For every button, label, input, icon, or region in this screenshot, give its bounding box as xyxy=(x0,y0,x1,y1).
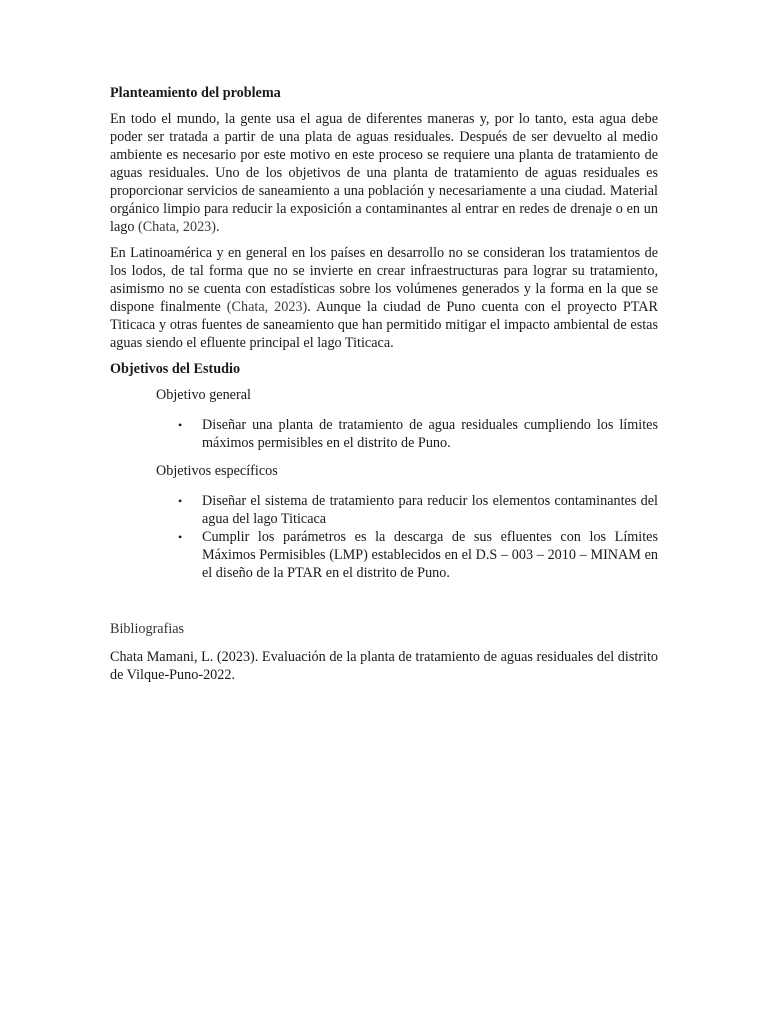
general-objective-label: Objetivo general xyxy=(156,387,251,403)
specific-objectives-label: Objetivos específicos xyxy=(156,463,278,479)
list-item xyxy=(178,492,658,528)
problem-paragraph-1-end: . xyxy=(216,219,220,235)
bullet-icon: • xyxy=(178,530,183,544)
document-page xyxy=(110,84,658,692)
problem-paragraph-2-text: En Latinoamérica y en general en los países en desarrollo no se consideran los tratamientos de los lodos, de tal forma que no se invierte en crear infraestructuras para lograr su tratamiento, asimismo no se cuenta con estadísticas sobre los volúmenes generados y la forma en la que se dispone finalmente xyxy=(110,245,658,315)
list-item-text: Diseñar el sistema de tratamiento para reducir los elementos contaminantes del agua del lago Titicaca xyxy=(202,493,658,527)
section-spacer xyxy=(110,592,658,620)
problem-paragraph-2-end: . Aunque la ciudad de Puno cuenta con el proyecto PTAR Titicaca y otras fuentes de saneamiento que han permitido mitigar el impacto ambiental de estas aguas siendo el efluente principal el lago Titicaca. xyxy=(110,299,659,351)
list-item-text: Diseñar una planta de tratamiento de agua residuales cumpliendo los límites máximos permisibles en el distrito de Puno. xyxy=(202,417,658,451)
problem-heading: Planteamiento del problema xyxy=(110,85,281,101)
bibliography-heading: Bibliografias xyxy=(110,621,185,637)
objectives-heading: Objetivos del Estudio xyxy=(110,361,241,377)
problem-paragraph-2 xyxy=(110,244,658,352)
general-objectives-list xyxy=(110,416,658,452)
list-item-text: Cumplir los parámetros es la descarga de sus efluentes con los Límites Máximos Permisibles (LMP) establecidos en el D.S – 003 – 2010 – MINAM en el diseño de la PTAR en el distrito de Puno. xyxy=(202,529,658,581)
problem-paragraph-1 xyxy=(110,110,658,236)
list-item xyxy=(178,416,658,452)
bibliography-entry: Chata Mamani, L. (2023). Evaluación de la planta de tratamiento de aguas residuales del distrito de Vilque-Puno-2022. xyxy=(110,649,658,683)
citation-link[interactable]: (Chata, 2023) xyxy=(137,219,216,235)
specific-objectives-list xyxy=(110,492,658,582)
problem-paragraph-1-text: En todo el mundo, la gente usa el agua de diferentes maneras y, por lo tanto, esta agua debe poder ser tratada a partir de una plata de aguas residuales. Después de ser devuelto al medio ambiente es necesario por este motivo en este proceso se requiere una planta de tratamiento de aguas residuales. Uno de los objetivos de una planta de tratamiento de aguas residuales es proporcionar servicios de saneamiento a una población y necesariamente a una ciudad. Material orgánico limpio para reducir la exposición a contaminantes al entrar en redes de drenaje o en un lago xyxy=(110,111,658,235)
list-item xyxy=(178,528,658,582)
bullet-icon: • xyxy=(178,494,183,508)
bullet-icon: • xyxy=(178,418,183,432)
citation-link[interactable]: (Chata, 2023) xyxy=(226,299,308,315)
